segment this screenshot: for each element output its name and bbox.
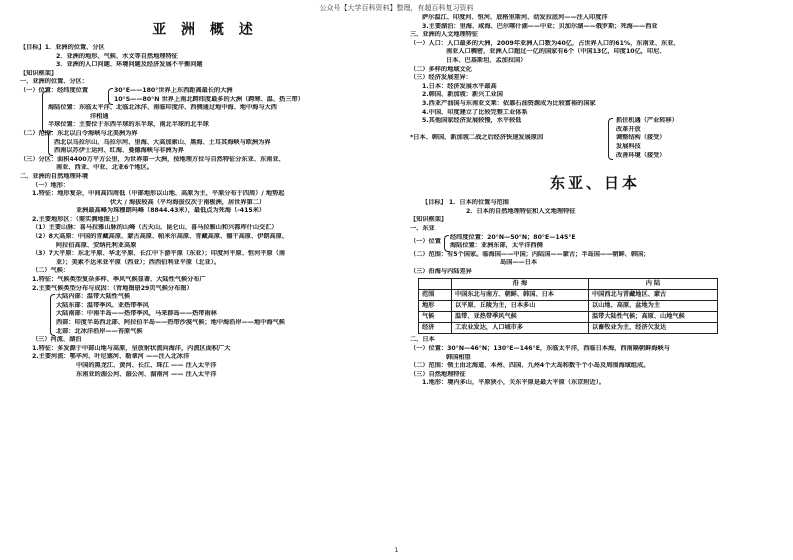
table-cell: 范围 <box>419 290 452 301</box>
sea-line-1: 海陆位置：东临太平洋、北临北冰洋、南临印度洋、西侧通过地中海、地中海与大西 <box>48 104 277 112</box>
page-number: 1 <box>394 547 399 554</box>
table-row <box>419 301 718 312</box>
ea-position-group <box>410 234 780 251</box>
asia-title: 亚 洲 概 述 <box>152 22 258 38</box>
hemisphere-line: 半球位置：主要位于东西半球的东半球，南北半球的北半球 <box>48 121 209 129</box>
river-cont-1: 萨尔温江、印度河、恒河、底格里斯河、幼发拉底河——注入印度洋 <box>422 14 608 21</box>
table-cell: 经济 <box>419 323 452 334</box>
ea-goals-2: 2．日本的自然地理特征和人文地理特征 <box>466 207 576 215</box>
brace-latlon <box>108 88 113 105</box>
ea-pos-1: 经纬度位置：20°N—50°N；80°E—145°E <box>450 233 576 241</box>
river-heading: （三）河流、湖泊 <box>32 336 82 344</box>
range-line-3: 西南以苏伊士运河、红海、曼德海峡与非洲为界 <box>54 147 184 155</box>
table-head-cell: 沿 海 <box>452 279 589 290</box>
river-2: 2.主要河流：鄂毕河、叶尼塞河、勒拿河 ——注入北冰洋 <box>32 353 190 361</box>
right-column <box>410 14 780 388</box>
goals-line-3: 3．亚洲的人口问题、环境问题及经济发展不平衡问题 <box>56 61 203 69</box>
japan-position-1: （一）位置：30°N—46°N；130°E—146°E，东临太平洋，西临日本海，西南隔朝鲜海峡与 <box>410 345 670 353</box>
econ-4: 4.中国、印度建立了比较完整工业体系 <box>422 108 528 116</box>
brace-reasons <box>608 118 613 160</box>
river-4: 东南亚的湄公河、湄公河、湄南河 —— 注入太平洋 <box>76 370 217 378</box>
table-cell: 温带、亚热带季风气候 <box>452 312 589 323</box>
range-line-1: （二）范围：东北以白令海峡与北美洲为界 <box>20 129 138 137</box>
section-natural: 二、亚洲的自然地理环境 <box>20 172 89 180</box>
table-cell: 温带大陆性气候；高原、山地气候 <box>588 312 717 323</box>
econ-1: 1.日本：经济发展水平最高 <box>422 82 497 90</box>
econ-reason-group <box>410 117 780 161</box>
climate-heading: （二）气候： <box>32 267 70 275</box>
sea-line-2: 洋相通 <box>90 112 109 120</box>
brace-position <box>42 91 47 133</box>
table-cell: 气候 <box>419 312 452 323</box>
japan-terrain: 1.地形：境内多山，平原狭小，关东平原是最大平原（东京附近）。 <box>422 379 605 387</box>
coastal-inland-table <box>418 278 718 334</box>
japan-heading: 二、日本 <box>410 336 435 344</box>
terrain-heading: （一）地形： <box>32 181 70 189</box>
econ-2: 2.韩国、新加坡：新兴工业国 <box>422 91 503 99</box>
reason-4: 发展科技 <box>616 142 641 150</box>
section-human: 三、亚洲的人文地理特征 <box>410 31 479 39</box>
pop-2: 南亚人口稠密，亚洲人口超过一亿的国家有6个（中国13亿，印度10亿，印尼、 <box>446 48 666 56</box>
terrain-3: 亚洲最高峰为珠穆朗玛峰（8844.43米），最低点为死海（-415米） <box>76 207 266 215</box>
position-group <box>20 87 390 130</box>
brace-ea-position <box>444 235 449 252</box>
ea-pos-2: 海陆位置：亚洲东部，太平洋西侧 <box>450 242 543 250</box>
ea-diff-heading: （三）沿海与内陆差异 <box>410 267 472 275</box>
econ-3: 3.西亚产油国与东南亚文莱：依靠石油资源成为比较富裕的国家 <box>422 99 596 107</box>
table-head-cell: 内 陆 <box>588 279 717 290</box>
climate-3: 大陆内部：温带大陆性气候 <box>56 293 131 301</box>
climate-1: 1.特征：气候类型复杂多样、季风气候显著、大陆性气候分布广 <box>32 276 206 284</box>
range-group <box>20 130 390 156</box>
table-cell: 中国西北与青藏地区、蒙古 <box>588 290 717 301</box>
table-head-cell <box>419 279 452 290</box>
table-cell: 以畜牧业为主，经济欠发达 <box>588 323 717 334</box>
table-row <box>419 290 718 301</box>
table-row <box>419 312 718 323</box>
ea-range-2: 岛国——日本 <box>500 259 538 267</box>
range-line-2: 西北以乌拉尔山、乌拉尔河、里海、大高加索山、黑海、土耳其海峡与欧洲为界 <box>54 138 271 146</box>
reason-5: 改善环境（接受） <box>616 151 666 159</box>
section-position: 一、亚洲的位置、分区： <box>20 78 89 86</box>
reason-2: 改革开放 <box>616 125 641 133</box>
climate-2: 2.主要气候类型分布与成因：（背地图册29页气候分布图） <box>32 284 193 292</box>
east-asia-title: 东亚、日本 <box>549 174 640 193</box>
river-1: 1.特征：多发源于中部山地与高原，呈放射状流向海洋，内流区面积广大 <box>32 344 231 352</box>
knowledge-label: 【知识框架】 <box>20 69 58 77</box>
terrain-6: （2）8大高原：中国的青藏高原、蒙古高原、帕米尔高原、青藏高原、德干高原、伊朗高原、 <box>32 233 289 241</box>
japan-position-2: 韩国相望 <box>446 353 471 361</box>
river-3: 中国的黑龙江、黄河、长江、珠江 —— 注入太平洋 <box>76 361 217 369</box>
terrain-9: 亚）；美索不达米亚平原（西亚）；西西伯利亚平原（北亚）。 <box>56 258 220 266</box>
climate-group <box>20 293 390 336</box>
division-line-2: 南亚、西亚、中亚、北亚6个地区。 <box>56 164 154 172</box>
climate-4: 大陆东部：温带季风、亚热带季风 <box>56 301 149 309</box>
econ-heading: （三）经济发展差异： <box>410 74 472 82</box>
japan-natural-heading: （三）自然地理特征 <box>410 370 466 378</box>
reason-3: 调整结构（接受） <box>616 134 666 142</box>
position-label: （一）位置：经纬度位置 <box>20 86 89 94</box>
terrain-2: 伏大 / 海拔较高（平均海拔仅次于南极洲，居世界第二） <box>110 198 266 206</box>
ea-position-label: （一）位置 <box>410 237 441 245</box>
terrain-5: （1）主要山脉：喜马拉雅山脉的山峰（古天山、昆仑山、喜马拉雅山和兴都库什山交汇） <box>32 224 278 232</box>
table-cell: 以平原、丘陵为主，日本多山 <box>452 301 589 312</box>
pop-3: 日本、巴基斯坦、孟加拉国） <box>446 56 527 64</box>
climate-7: 北部：北冰洋沿岸——苔原气候 <box>56 327 143 335</box>
terrain-8: （3）7大平原：东北平原、华北平原、长江中下游平原（东亚）；印度河平原、恒河平原（南 <box>32 250 286 258</box>
table-row <box>419 323 718 334</box>
table-cell: 中国东北与南方、朝鲜、韩国、日本 <box>452 290 589 301</box>
ea-heading: 一、东亚 <box>410 224 435 232</box>
goals-line-2: 2．亚洲的地形、气候、水文等自然地理特征 <box>56 52 178 60</box>
culture-line: （二）多样的地域文化 <box>410 65 472 73</box>
division-line-1: （三）分区：面积4400万平方公里，为世界第一大洲，按地理方位与自然特征分东亚、东南亚、 <box>20 155 285 163</box>
watermark-text: 公众号【大学百科资料】整理，有超百科复习资料 <box>319 4 474 12</box>
ea-goals-1: 【目标】 1．日本的位置与范围 <box>422 199 509 207</box>
latlon-2: 10°S——80°N 世界上南北跨纬度最多的大洲（跨寒、温、热三带） <box>114 95 304 103</box>
japan-range: （二）范围：领土由北海道、本州、四国、九州4个大岛和数千个小岛及周围海域组成。 <box>410 362 650 370</box>
econ-5: 5.其他国家经济发展较慢，水平较低 <box>422 117 522 125</box>
goals-line-1: 【目标】1．亚洲的位置、分区 <box>20 44 105 51</box>
left-column <box>20 14 390 379</box>
brace-climate <box>50 294 55 336</box>
brace-range <box>48 131 53 156</box>
terrain-7: 阿拉伯高原、安纳托利亚高原 <box>56 241 137 249</box>
climate-5: 大陆南部：中南半岛——热带季风，马来群岛——热带雨林 <box>56 310 217 318</box>
econ-6: *日本、韩国、新加坡二战之后经济快速发展原因 <box>410 134 544 142</box>
reason-1: 抓住机遇（产业转移） <box>616 117 678 125</box>
lakes-line: 3.主要湖泊：里海、咸海、巴尔喀什湖——中亚；贝加尔湖——俄罗斯；死海——西亚 <box>422 22 658 30</box>
terrain-4: 2.主要地形区：（需实测地图上） <box>32 215 123 223</box>
table-cell: 地形 <box>419 301 452 312</box>
pop-1: （一）人口：人口最多的大洲，2009年亚洲人口数为40亿，占世界人口的61%，东南亚、东亚、 <box>410 39 680 47</box>
table-cell: 工农业发达，人口城市多 <box>452 323 589 334</box>
table-cell: 以山地、高原、盆地为主 <box>588 301 717 312</box>
climate-6: 西部：印度半岛西北部、阿拉伯半岛——热带沙漠气候；地中海沿岸——地中海气候 <box>56 319 285 326</box>
document-page <box>0 14 793 544</box>
ea-range-1: （二）范围：有5个国家。临海国——中国；内陆国——蒙古；半岛国——朝鲜、韩国； <box>410 250 650 258</box>
ea-knowledge-label: 【知识框架】 <box>410 216 448 224</box>
table-header-row <box>419 279 718 290</box>
latlon-1: 30°E——180°世界上东西距离最长的大洲 <box>114 86 233 94</box>
terrain-1: 1.特征：地形复杂，中间高四周低（中部地形以山地、高原为主，平原分布于四周）/ 地势起 <box>32 190 285 198</box>
